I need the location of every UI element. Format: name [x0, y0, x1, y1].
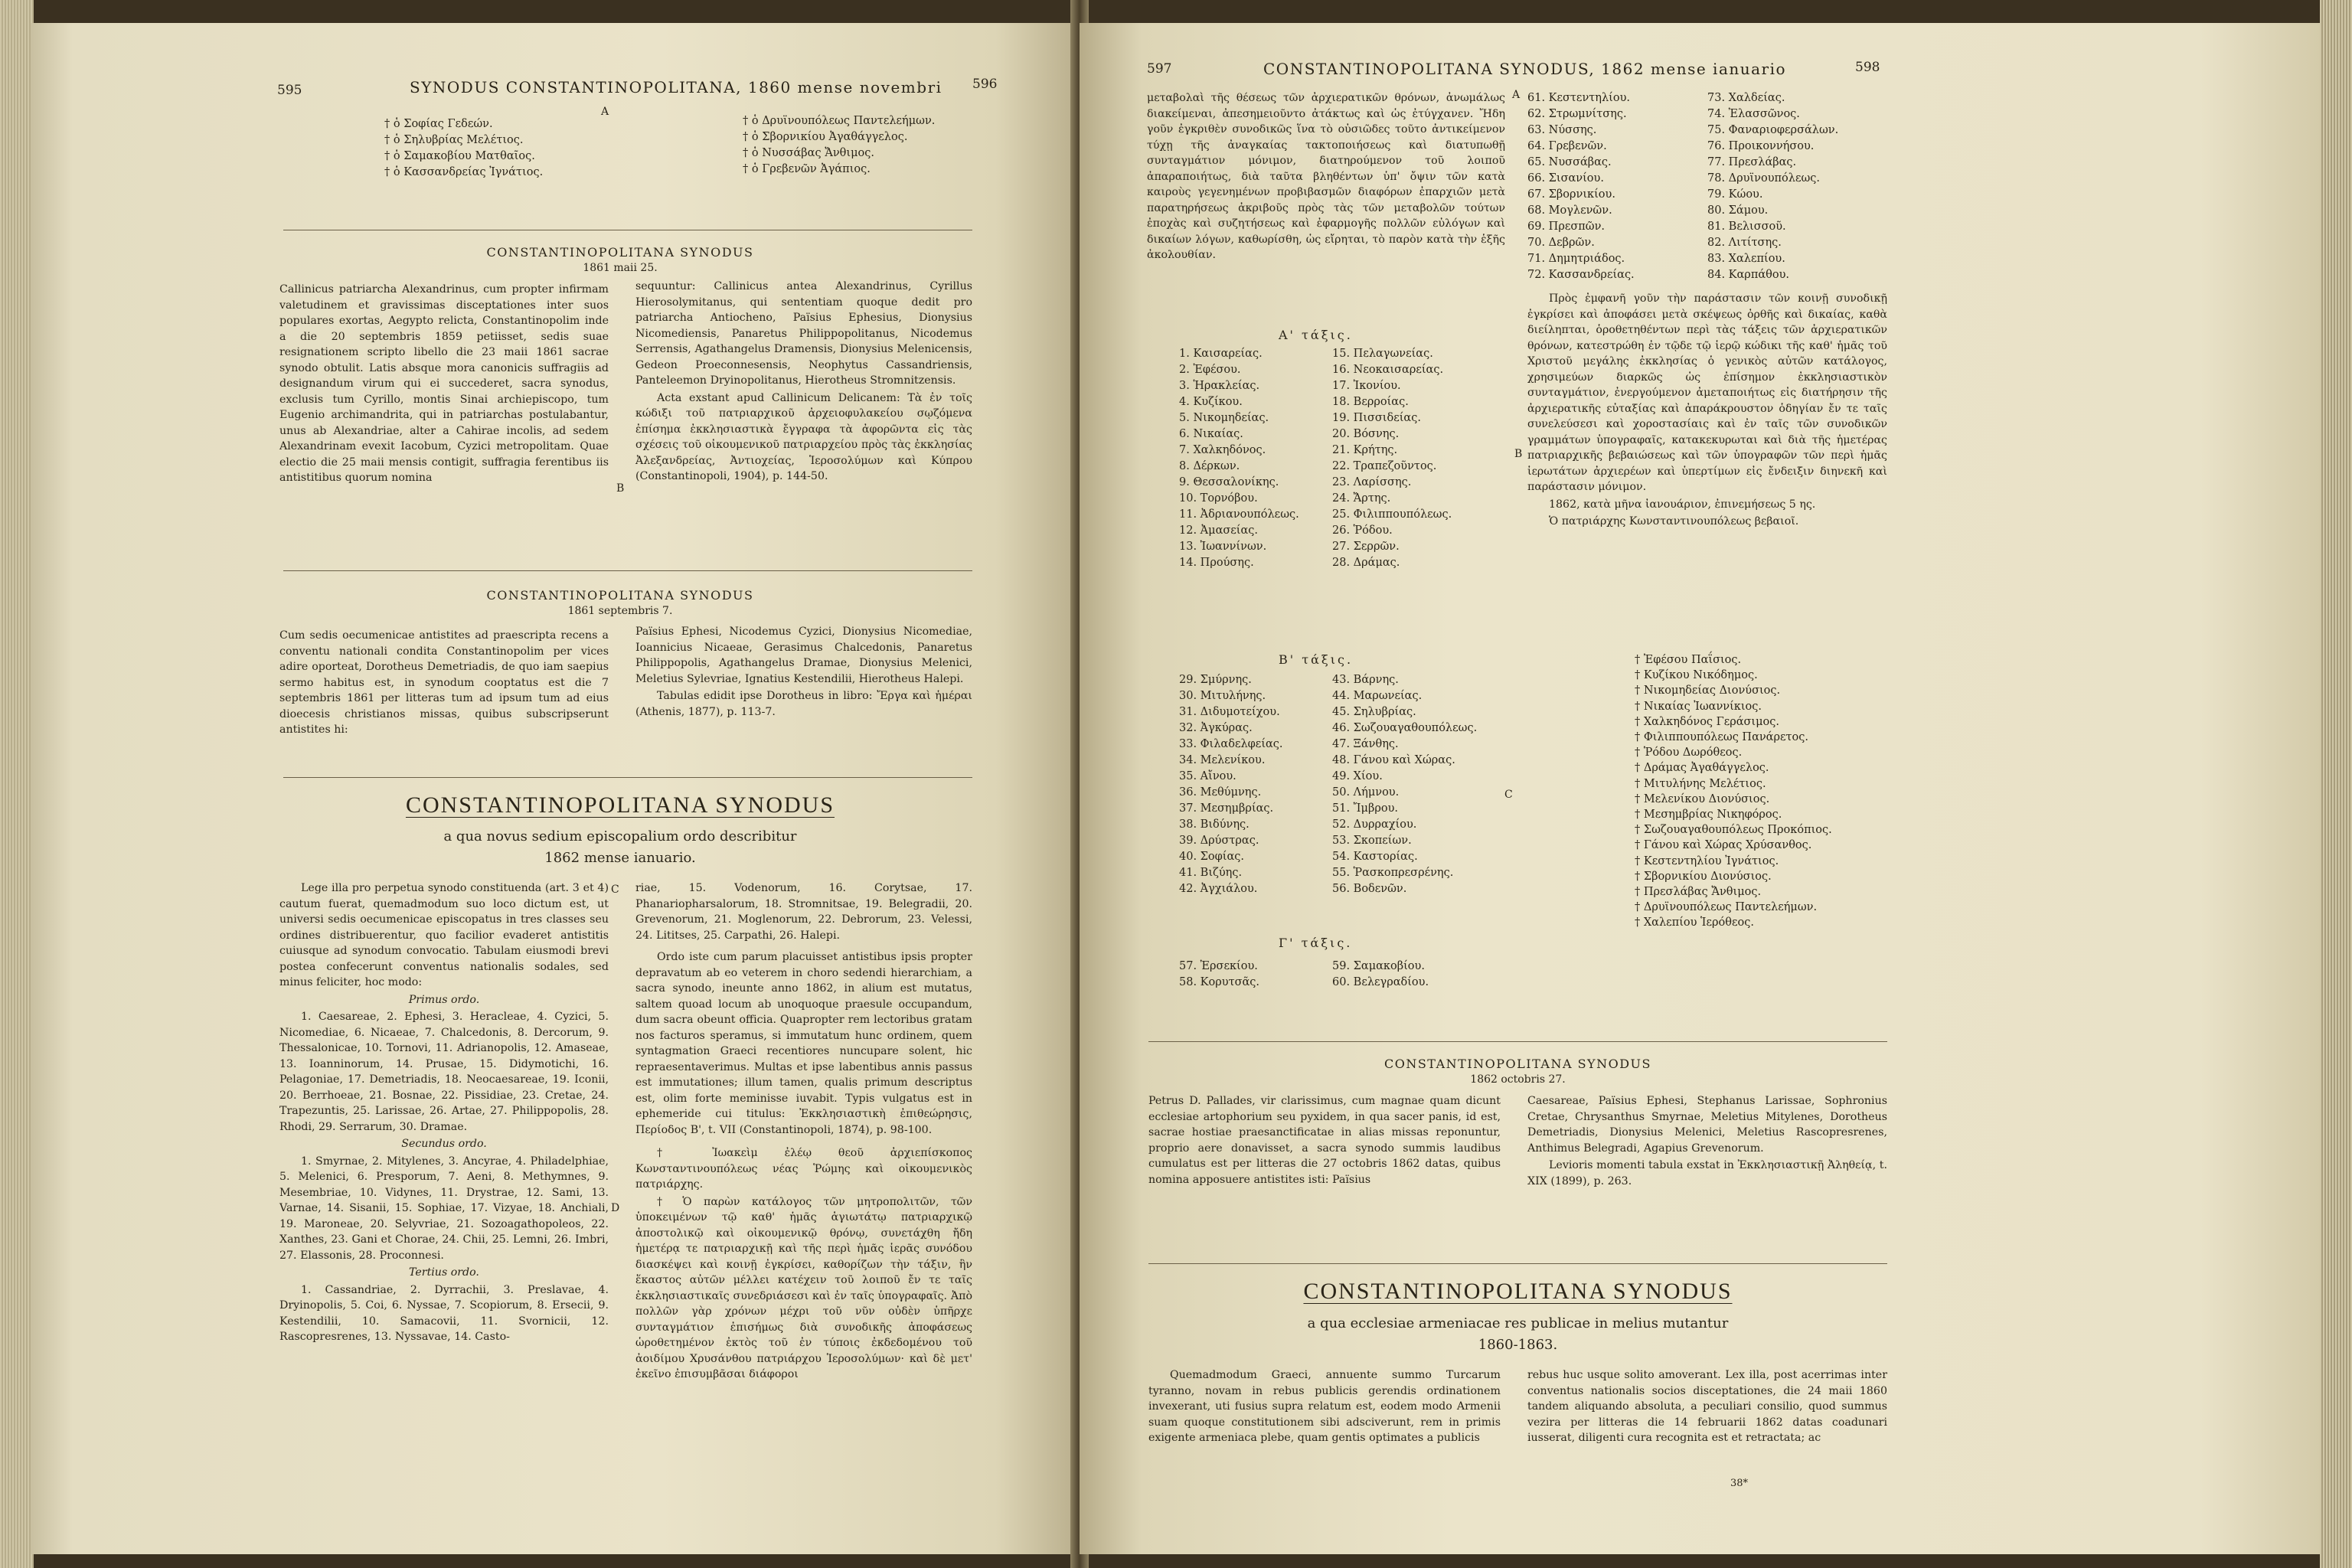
signature: † ὁ Σβορνικίου Ἀγαθάγγελος. — [743, 131, 908, 143]
paragraph: sequuntur: Callinicus antea Alexandrinus, Cyrillus Hierosolymitanus, qui sententiam quoque dedit pro patriarcha Antiocheno, Païsius Ephesius, Dionysius Nicomediensis, Panaretus Philippopolitanus, Nicodemus Serrensis, Agathangelus Dramensis, Dionysius Melenicensis, Gedeon Proeconnesensis, Neophytus Cassandriensis, Panteleemon Dryinopolitanus, Hierotheus Stromnitzensis. — [635, 280, 972, 387]
signature: † Νικαίας Ἰωαννίκιος. — [1635, 700, 1762, 713]
list-item: 24. Ἄρτης. — [1332, 492, 1391, 505]
list-item: 75. Φαναριοφερσάλων. — [1707, 124, 1839, 136]
list-item: 60. Βελεγραδίου. — [1332, 976, 1429, 988]
section-subtitle: a qua novus sedium episcopalium ordo describitur — [443, 828, 797, 844]
list-item: 14. Προύσης. — [1179, 557, 1254, 569]
list-item: 23. Λαρίσσης. — [1332, 476, 1412, 488]
paragraph: Païsius Ephesi, Nicodemus Cyzici, Dionysius Nicomediae, Ioannicius Nicaeae, Gerasimus Chalcedonis, Panaretus Philippopolis, Agathangelus Dramae, Dionysius Melenici, Meletius Sylevriae, Ignatius Kestendilii, Hierotheus Halepi. — [635, 626, 972, 685]
left-page — [31, 23, 1080, 1554]
subheading: Tertius ordo. — [409, 1266, 479, 1279]
paragraph: 1. Caesareae, 2. Ephesi, 3. Heracleae, 4. Cyzici, 5. Nicomediae, 6. Nicaeae, 7. Chalcedonis, 8. Dercorum, 9. Thessalonicae, 10. Tornovi, 11. Adrianopolis, 12. Amaseae, 13. Ioanninorum, 14. Prusae, 15. Didymotichi, 16. Pelagoniae, 17. Demetriadis, 18. Neocaesareae, 19. Iconii, 20. Berrhoeae, 21. Bosnae, 22. Pissidiae, 23. Cretae, 24. Trapezuntis, 25. Larissae, 26. Artae, 27. Philippopolis, 28. Rhodi, 29. Serrarum, 30. Dramae. — [279, 1011, 609, 1133]
paragraph: Levioris momenti tabula exstat in Ἐκκλησιαστικῇ Ἀληθείᾳ, t. XIX (1899), p. 263. — [1527, 1159, 1887, 1187]
text-column: μεταβολαὶ τῆς θέσεως τῶν ἀρχιερατικῶν θρόνων, ἀνωμάλως διακείμεναι, ἀπεσημειοῦντο ἀτάκτως καὶ ὡς ἐτύγχανεν. Ἤδη γοῦν ἐγκριθὲν συνοδικῶς ἵνα τὸ οὐσιῶδες τοῦτο ἀντικείμενον τύχῃ τῆς ἀναγκαίας τακτοποιήσεως καὶ διατυπωθῇ συνταγμάτιον μόνιμον, διατηρούμενον τοῦ λοιποῦ ἀπαραποιήτως, διὰ ταῦτα βληθέντων ὑπ' ὄψιν τῶν κατὰ καιροὺς γεγενημένων προβιβασμῶν διαφόρων ἐπαρχιῶν μετὰ παρατηρήσεως ἀκριβοῦς πρὸς τὰς τῶν μεταβολῶν τούτων ἐποχὰς καὶ συζητήσεως καὶ ἐφαρμογῆς πολλῶν εὐλόγων καὶ δικαίων λόγων, καθωρίσθη, ὡς εἴρηται, τὸ παρὸν κατὰ τὴν ἑξῆς ἀκολουθίαν. — [1147, 92, 1505, 261]
section-title: CONSTANTINOPOLITANA SYNODUS — [405, 792, 835, 818]
text-column: Quemadmodum Graeci, annuente summo Turcarum tyranno, novam in rebus publicis gerendis ordinationem invexerant, uti fusius supra relatum est, eodem modo Armenii suam quoque constitutionem sibi adsciverunt, rem in primis exigente armeniaca plebe, quam gentis optimates a publicis — [1148, 1369, 1501, 1444]
list-item: 70. Δεβρῶν. — [1527, 237, 1595, 249]
margin-letter: C — [611, 884, 619, 896]
list-item: 22. Τραπεζοῦντος. — [1332, 460, 1437, 472]
list-item: 18. Βερροίας. — [1332, 396, 1409, 408]
list-item: 59. Σαμακοβίου. — [1332, 960, 1425, 972]
list-item: 4. Κυζίκου. — [1179, 396, 1243, 408]
list-item: 51. Ἴμβρου. — [1332, 802, 1399, 815]
signature: † Δρυϊνουπόλεως Παντελεήμων. — [1635, 901, 1818, 914]
list-item: 7. Χαλκηδόνος. — [1179, 444, 1266, 456]
list-item: 67. Σβορνικίου. — [1527, 188, 1615, 201]
signature-list — [384, 116, 543, 181]
paragraph: Ordo iste cum parum placuisset antistibus ipsis propter depravatum ab eo veterem in choro sedendi hierarchiam, a sacra synodo, ineunte anno 1862, in alium est mutatus, saltem quoad locum ab unoquoque praesule occupandum, dum sacra obeunt officia. Quapropter rem lectoribus gratam nos facturos speramus, si immutatum hunc ordinem, quem syntagmation Graeci recentiores nuncupare solent, hic repraesentaverimus. Multas et ipse labentibus annis passus est immutationes; illum tamen, qualis primum descriptus est, olim forte meminisse iuvabit. Typis vulgatus est in ephemeride cui titulus: Ἐκκλησιαστικὴ ἐπιθεώρησις, Περίοδος Β', t. VII (Constantinopoli, 1874), p. 98-100. — [635, 951, 972, 1136]
page-edges-left — [0, 0, 34, 1568]
list-item: 6. Νικαίας. — [1179, 428, 1243, 440]
signature: † Κυζίκου Νικόδημος. — [1635, 669, 1758, 682]
signature: † ὁ Δρυϊνουπόλεως Παντελεήμων. — [743, 115, 936, 127]
see-list — [1527, 90, 1635, 283]
signature: † Ἐφέσου Παΐσιος. — [1635, 654, 1742, 666]
see-list — [1332, 346, 1452, 571]
page-number: 597 — [1147, 61, 1172, 77]
list-item: 84. Καρπάθου. — [1707, 269, 1790, 281]
list-item: 49. Χίου. — [1332, 770, 1383, 782]
paragraph: riae, 15. Vodenorum, 16. Corytsae, 17. Phanariopharsalorum, 18. Stromnitsae, 19. Belegradii, 20. Grevenorum, 21. Moglenorum, 22. Debrorum, 23. Velessi, 24. Lititses, 25. Carpathi, 26. Halepi. — [635, 882, 972, 942]
divider — [283, 777, 972, 778]
list-item: 39. Δρύστρας. — [1179, 835, 1259, 847]
running-head: CONSTANTINOPOLITANA SYNODUS, 1862 mense ianuario — [1263, 60, 1787, 78]
text-column: Callinicus patriarcha Alexandrinus, cum propter infirmam valetudinem et gravissimas disceptationes inter suos populares exortas, Aegypto relicta, Constantinopolim inde a die 20 septembris 1859 petiisset, sedis suae resignationem scripto libello die 23 maii 1861 sacrae synodo obtulit. Latis absque mora canonicis suffragiis ad designandum virum qui ei succederet, sacra synodus, exclusis tum Cyrillo, montis Sinai archiepiscopo, tum Eugenio archimandrita, qui in patriarchas postulabantur, unus ab Alexandriae, alter a Cahirae incolis, ad sedem Alexandrinam evexit Iacobum, Cyzici metropolitam. Quae electio die 25 maii mensis contigit, suffragia ferentibus iis antistitibus quorum nomina — [279, 283, 609, 484]
text-column: rebus huc usque solito amoverant. Lex illa, post acerrimas inter conventus nationalis socios disceptationes, die 24 maii 1860 tandem aliquando absoluta, a peculiari consilio, quod summus vezira per litteras die 14 februarii 1862 datas coadunari iusserat, diligenti cura recognita est et retractata; ac — [1527, 1369, 1887, 1444]
margin-letter: B — [616, 482, 625, 495]
list-item: 25. Φιλιππουπόλεως. — [1332, 508, 1452, 521]
class-heading: Β' τάξις. — [1279, 652, 1354, 667]
signature: † Γάνου καὶ Χώρας Χρύσανθος. — [1635, 839, 1812, 852]
list-item: 30. Μιτυλήνης. — [1179, 690, 1266, 702]
see-list — [1332, 959, 1429, 991]
signature: † Πρεσλάβας Ἄνθιμος. — [1635, 886, 1762, 899]
signature: † Κεστεντηλίου Ἰγνάτιος. — [1635, 854, 1779, 867]
list-item: 3. Ἡρακλείας. — [1179, 380, 1260, 392]
signature: † Νικομηδείας Διονύσιος. — [1635, 684, 1781, 697]
margin-letter: B — [1514, 448, 1523, 460]
list-item: 35. Αἴνου. — [1179, 770, 1236, 782]
list-item: 65. Νυσσάβας. — [1527, 156, 1612, 168]
signature: † Χαλεπίου Ἱερόθεος. — [1635, 916, 1754, 929]
list-item: 79. Κώου. — [1707, 188, 1763, 201]
list-item: 2. Ἐφέσου. — [1179, 364, 1241, 376]
list-item: 43. Βάρνης. — [1332, 674, 1399, 686]
list-item: 68. Μογλενῶν. — [1527, 204, 1612, 217]
list-item: 12. Ἀμασείας. — [1179, 524, 1258, 537]
paragraph: 1862, κατὰ μῆνα ἰανουάριον, ἐπινεμήσεως 5 ης. — [1549, 498, 1816, 511]
list-item: 48. Γάνου καὶ Χώρας. — [1332, 754, 1455, 766]
list-item: 15. Πελαγωνείας. — [1332, 348, 1433, 360]
list-item: 44. Μαρωνείας. — [1332, 690, 1423, 702]
signature-list — [743, 113, 935, 178]
list-item: 29. Σμύρνης. — [1179, 674, 1252, 686]
section-title: CONSTANTINOPOLITANA SYNODUS — [486, 588, 754, 603]
list-item: 42. Ἀγχιάλου. — [1179, 883, 1258, 895]
page-number: 595 — [277, 83, 302, 98]
list-item: 83. Χαλεπίου. — [1707, 253, 1785, 265]
list-item: 17. Ἰκονίου. — [1332, 380, 1401, 392]
signature: † Μιτυλήνης Μελέτιος. — [1635, 777, 1766, 790]
paragraph: Tabulas edidit ipse Dorotheus in libro: Ἔργα καὶ ἡμέραι (Athenis, 1877), p. 113-7. — [635, 690, 972, 718]
list-item: 1. Καισαρείας. — [1179, 348, 1263, 360]
divider — [1148, 1263, 1887, 1264]
page-edges-right — [2320, 0, 2352, 1568]
signature: † ὁ Σηλυβρίας Μελέτιος. — [384, 134, 524, 146]
text-column: Petrus D. Pallades, vir clarissimus, cum magnae quam dicunt ecclesiae artophorium seu pyxidem, in qua sacer panis, id est, sacrae hostiae praesanctificatae in alias missas reponuntur, proprio aere donavisset, a sacra synodo summis laudibus cumulatus est per litteras die 27 octobris 1862 datas, quibus nomina apposuere antistites isti: Païsius — [1148, 1095, 1501, 1186]
list-item: 21. Κρήτης. — [1332, 444, 1398, 456]
list-item: 82. Λιτίτσης. — [1707, 237, 1782, 249]
list-item: 20. Βόσνης. — [1332, 428, 1400, 440]
list-item: 26. Ῥόδου. — [1332, 524, 1393, 537]
text-column — [1527, 291, 1887, 531]
list-item: 64. Γρεβενῶν. — [1527, 140, 1607, 152]
signature: † Μελενίκου Διονύσιος. — [1635, 792, 1770, 805]
list-item: 66. Σισανίου. — [1527, 172, 1604, 185]
list-item: 54. Καστορίας. — [1332, 851, 1418, 863]
list-item: 77. Πρεσλάβας. — [1707, 156, 1797, 168]
section-date: 1861 maii 25. — [583, 262, 658, 274]
section-date: 1862 octobris 27. — [1470, 1073, 1566, 1086]
list-item: 40. Σοφίας. — [1179, 851, 1245, 863]
list-item: 56. Βοδενῶν. — [1332, 883, 1407, 895]
paragraph: 1. Cassandriae, 2. Dyrrachii, 3. Preslavae, 4. Dryinopolis, 5. Coi, 6. Nyssae, 7. Scopiorum, 8. Ersecii, 9. Kestendilii, 10. Samacovii, 11. Svornicii, 12. Rascopresrenes, 13. Nyssavae, 14. Casto- — [279, 1283, 609, 1343]
margin-letter: A — [1512, 89, 1521, 101]
list-item: 74. Ἐλασσῶνος. — [1707, 108, 1800, 120]
see-list — [1332, 672, 1477, 897]
list-item: 69. Πρεσπῶν. — [1527, 220, 1606, 233]
list-item: 8. Δέρκων. — [1179, 460, 1240, 472]
list-item: 47. Ξάνθης. — [1332, 738, 1399, 750]
list-item: 13. Ἰωαννίνων. — [1179, 541, 1267, 553]
list-item: 5. Νικομηδείας. — [1179, 412, 1269, 424]
signature: † Δράμας Ἀγαθάγγελος. — [1635, 762, 1769, 775]
signature: † ὁ Κασσανδρείας Ἰγνάτιος. — [384, 166, 544, 178]
divider — [1148, 1041, 1887, 1042]
page-number: 598 — [1855, 60, 1880, 75]
list-item: 50. Λήμνου. — [1332, 786, 1400, 799]
see-list — [1179, 672, 1283, 897]
section-title: CONSTANTINOPOLITANA SYNODUS — [1303, 1279, 1733, 1304]
paragraph: Lege illa pro perpetua synodo constituenda (art. 3 et 4) cautum fuerat, quemadmodum suo loco dictum est, ut universi sedis oecumenicae episcopatus in tres classes seu ordines distribuerentur, quo facilior evaderet antistitis cuiusque ad synodum convocatio. Tabulam eiusmodi brevi postea confecerunt conventus nationalis sodales, sed minus feliciter, hoc modo: — [279, 882, 609, 988]
text-column — [635, 624, 972, 721]
margin-letter: C — [1504, 789, 1513, 801]
list-item: 81. Βελισσοῦ. — [1707, 220, 1786, 233]
signature: † Χαλκηδόνος Γεράσιμος. — [1635, 715, 1780, 728]
list-item: 11. Ἀδριανουπόλεως. — [1179, 508, 1299, 521]
signature: † ὁ Σοφίας Γεδεών. — [384, 118, 493, 130]
text-column — [279, 880, 609, 1347]
paragraph: 1. Smyrnae, 2. Mitylenes, 3. Ancyrae, 4. Philadelphiae, 5. Melenici, 6. Presporum, 7. Aeni, 8. Methymnes, 9. Mesembriae, 10. Vidynes, 11. Drystrae, 12. Sami, 13. Varnae, 14. Sisanii, 15. Sophiae, 17. Vizyae, 18. Anchiali, 19. Maroneae, 20. Selyvriae, 21. Sozoagathopoleos, 22. Xanthes, 23. Gani et Chorae, 24. Chii, 25. Lemni, 26. Imbri, 27. Elassonis, 28. Proconnesi. — [279, 1155, 609, 1262]
signature: † Ῥόδου Δωρόθεος. — [1635, 746, 1743, 760]
margin-letter: D — [611, 1202, 620, 1214]
margin-letter: A — [601, 106, 609, 118]
class-heading: Γ' τάξις. — [1279, 936, 1353, 950]
list-item: 80. Σάμου. — [1707, 204, 1769, 217]
signature: † ὁ Γρεβενῶν Ἀγάπιος. — [743, 163, 871, 175]
signature: † Φιλιππουπόλεως Πανάρετος. — [1635, 731, 1808, 744]
list-item: 28. Δράμας. — [1332, 557, 1400, 569]
list-item: 46. Σωζουαγαθουπόλεως. — [1332, 722, 1478, 734]
paragraph: Acta exstant apud Callinicum Delicanem: Τὰ ἐν τοῖς κώδιξι τοῦ πατριαρχικοῦ ἀρχειοφυλακείου σῳζόμενα ἐπίσημα ἐκκλησιαστικὰ ἔγγραφα τὰ ἀφορῶντα εἰς τὰς σχέσεις τοῦ οἰκουμενικοῦ πατριαρχείου πρὸς τὰς ἐκκλησίας Ἀλεξανδρείας, Ἀντιοχείας, Ἱεροσολύμων καὶ Κύπρου (Constantinopoli, 1904), p. 144-50. — [635, 391, 972, 482]
signature: † Σβορνικίου Διονύσιος. — [1635, 870, 1772, 883]
paragraph: Πρὸς ἐμφανῆ γοῦν τὴν παράστασιν τῶν κοινῇ συνοδικῇ ἐγκρίσει καὶ ἀποφάσει μετὰ σκέψεως ὀρθῆς καὶ δικαίας, καθὰ διείληπται, ὁροθετηθέντων περὶ τὰς τάξεις τῶν ἀρχιερατικῶν θρόνων, κατεστρώθη ἐν τῷδε τῷ ἱερῷ κώδικι τῆς καθ' ἡμᾶς τοῦ Χριστοῦ μεγάλης ἐκκλησίας ὁ γενικὸς αὐτῶν κατάλογος, χρησιμεύων διαρκῶς ὡς ἐπίσημον ἐκκλησιαστικὸν συνταγμάτιον, ἐνεργούμενον ἀμεταποιήτως εἰς διατήρησιν τῆς ἀρχιερατικῆς εὐταξίας καὶ ἀπαράκρουστον ὁδηγίαν ἔν τε ταῖς συνελεύσεσι καὶ χοροστασίαις καὶ ἐν ταῖς τῶν συνοδικῶν γραμμάτων ὑπογραφαῖς, κατακεκυρωται καὶ διὰ τῆς ἡμετέρας πατριαρχικῆς βεβαιώσεως καὶ τῶν ὑπογραφῶν τῶν περὶ ἡμᾶς ἱερωτάτων ἀρχιερέων καὶ ὑπερτίμων εἰς ἔνδειξιν διηνεκῆ καὶ παράστασιν μόνιμον. — [1527, 292, 1887, 493]
class-heading: Α' τάξις. — [1279, 328, 1353, 342]
text-column: Cum sedis oecumenicae antistites ad praescripta recens a conventu nationali condita Constantinopolim per vices adire oporteat, Dorotheus Demetriadis, de quo iam saepius sermo habitus est, in synodum cooptatus est die 7 septembris 1861 per litteras tum ad ipsum tum ad eius dioecesis christianos missas, quibus subscripserunt antistites hi: — [279, 629, 609, 736]
paragraph: Caesareae, Païsius Ephesi, Stephanus Larissae, Sophronius Cretae, Chrysanthus Smyrnae, Meletius Mitylenes, Dorotheus Demetriadis, Dionysius Melenici, Meletius Rascopresrenes, Anthimus Belegradi, Agapius Grevenorum. — [1527, 1095, 1887, 1155]
section-date: 1860-1863. — [1478, 1337, 1558, 1353]
paragraph: Ὁ πατριάρχης Κωνσταντινουπόλεως βεβαιοῖ. — [1549, 515, 1799, 528]
list-item: 55. Ῥασκοπρεσρένης. — [1332, 867, 1454, 879]
list-item: 73. Χαλδείας. — [1707, 92, 1785, 104]
list-item: 41. Βιζύης. — [1179, 867, 1243, 879]
right-page — [1080, 23, 2324, 1554]
signature-mark: 38* — [1730, 1478, 1749, 1489]
list-item: 62. Στρωμνίτσης. — [1527, 108, 1627, 120]
list-item: 72. Κασσανδρείας. — [1527, 269, 1635, 281]
list-item: 34. Μελενίκου. — [1179, 754, 1266, 766]
text-column — [635, 279, 972, 486]
list-item: 45. Σηλυβρίας. — [1332, 706, 1416, 718]
section-date: 1862 mense ianuario. — [544, 850, 696, 866]
list-item: 78. Δρυϊνουπόλεως. — [1707, 172, 1821, 185]
list-item: 31. Διδυμοτείχου. — [1179, 706, 1280, 718]
list-item: 36. Μεθύμνης. — [1179, 786, 1262, 799]
list-item: 57. Ἐρσεκίου. — [1179, 960, 1258, 972]
section-title: CONSTANTINOPOLITANA SYNODUS — [1383, 1057, 1651, 1071]
list-item: 61. Κεστεντηλίου. — [1527, 92, 1630, 104]
list-item: 58. Κορυτσᾶς. — [1179, 976, 1260, 988]
list-item: 38. Βιδύνης. — [1179, 818, 1250, 831]
list-item: 71. Δημητριάδος. — [1527, 253, 1625, 265]
list-item: 33. Φιλαδελφείας. — [1179, 738, 1283, 750]
text-column — [635, 880, 972, 1384]
list-item: 53. Σκοπείων. — [1332, 835, 1412, 847]
see-list — [1179, 959, 1259, 991]
signature: † ὁ Σαμακοβίου Ματθαῖος. — [384, 150, 535, 162]
see-list — [1707, 90, 1838, 283]
signature-list — [1635, 652, 1832, 931]
section-date: 1861 septembris 7. — [567, 605, 673, 617]
list-item: 76. Προικοννήσου. — [1707, 140, 1815, 152]
divider — [283, 570, 972, 571]
section-title: CONSTANTINOPOLITANA SYNODUS — [486, 245, 754, 260]
text-column — [1527, 1093, 1887, 1191]
section-subtitle: a qua ecclesiae armeniacae res publicae in melius mutantur — [1307, 1315, 1729, 1331]
signature: † Μεσημβρίας Νικηφόρος. — [1635, 808, 1782, 822]
signature: † ὁ Νυσσάβας Ἄνθιμος. — [743, 147, 874, 159]
page-number: 596 — [972, 77, 998, 92]
list-item: 32. Ἀγκύρας. — [1179, 722, 1253, 734]
list-item: 27. Σερρῶν. — [1332, 541, 1400, 553]
list-item: 52. Δυρραχίου. — [1332, 818, 1417, 831]
list-item: 16. Νεοκαισαρείας. — [1332, 364, 1444, 376]
list-item: 63. Νύσσης. — [1527, 124, 1597, 136]
list-item: 37. Μεσημβρίας. — [1179, 802, 1274, 815]
list-item: 9. Θεσσαλονίκης. — [1179, 476, 1279, 488]
subheading: Secundus ordo. — [401, 1138, 487, 1150]
see-list — [1179, 346, 1299, 571]
signature: † Σωζουαγαθουπόλεως Προκόπιος. — [1635, 824, 1832, 837]
running-head: SYNODUS CONSTANTINOPOLITANA, 1860 mense novembri — [410, 78, 942, 96]
list-item: 19. Πισσιδείας. — [1332, 412, 1421, 424]
subheading: Primus ordo. — [408, 993, 480, 1006]
paragraph: † Ἰωακεὶμ ἐλέῳ θεοῦ ἀρχιεπίσκοπος Κωνσταντινουπόλεως νέας Ῥώμης καὶ οἰκουμενικὸς πατριάρχης. — [635, 1147, 972, 1191]
paragraph: † Ὁ παρὼν κατάλογος τῶν μητροπολιτῶν, τῶν ὑποκειμένων τῷ καθ' ἡμᾶς ἁγιωτάτῳ πατριαρχικῷ ἀποστολικῷ καὶ οἰκουμενικῷ θρόνῳ, συνετάχθη ἤδη ἡμετέρᾳ τε πατριαρχικῇ καὶ τῆς περὶ ἡμᾶς ἱερᾶς συνόδου διασκέψει καὶ κοινῇ ἐγκρίσει, καθορίζων τὴν τάξιν, ἣν ἕκαστος αὐτῶν μέλλει κατέχειν τοῦ λοιποῦ ἔν τε ταῖς ἐκκλησιαστικαῖς συνεδριάσεσι καὶ ἐν ταῖς ὑπογραφαῖς. Ἀπὸ πολλῶν γὰρ χρόνων μέχρι τοῦ νῦν οὐδὲν ὑπῆρχε συνταγμάτιον ἐπισήμως διὰ συνοδικῆς ἀποφάσεως ὡροθετημένον ἐκτὸς τοῦ ἐν τύποις ἐκδεδομένου τοῦ ἀοιδίμου Χρυσάνθου πατριάρχου Ἱεροσολύμων· καὶ δὲ μετ' ἐκεῖνο ἐπισυμβᾶσαι διάφοροι — [635, 1195, 972, 1380]
list-item: 10. Τορνόβου. — [1179, 492, 1258, 505]
